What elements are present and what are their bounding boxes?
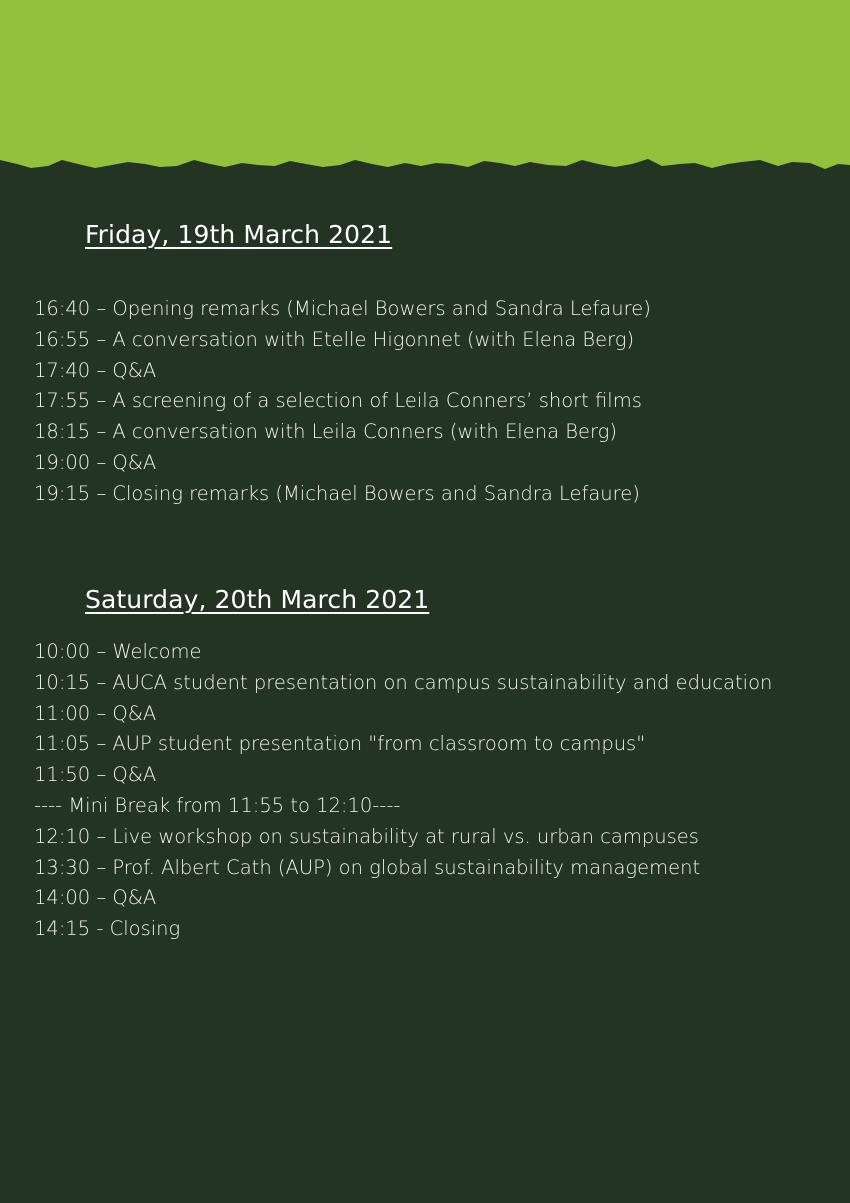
schedule-item: 19:15 – Closing remarks (Michael Bowers and Sandra Lefaure) — [34, 481, 640, 505]
schedule-item: ---- Mini Break from 11:55 to 12:10---- — [34, 793, 401, 817]
schedule-item: 14:15 - Closing — [34, 917, 181, 941]
schedule-item: 10:00 – Welcome — [34, 640, 202, 663]
schedule-item: 16:55 – A conversation with Etelle Higonnet (with Elena Berg) — [34, 327, 635, 351]
schedule-item: 11:50 – Q&A — [34, 763, 157, 787]
friday-heading: Friday, 19th March 2021 — [85, 220, 393, 249]
schedule-item: 10:15 – AUCA student presentation on campus sustainability and education — [34, 670, 773, 694]
saturday-schedule-list — [34, 637, 772, 945]
schedule-item: 17:40 – Q&A — [34, 358, 157, 382]
schedule-item: 17:55 – A screening of a selection of Leila Conners’ short films — [34, 389, 642, 413]
schedule-item: 13:30 – Prof. Albert Cath (AUP) on global sustainability management — [34, 855, 701, 879]
schedule-item: 19:00 – Q&A — [34, 450, 157, 474]
green-brush-band — [0, 0, 850, 190]
schedule-item: 14:00 – Q&A — [34, 886, 157, 910]
friday-schedule-list — [34, 294, 651, 510]
saturday-heading: Saturday, 20th March 2021 — [85, 585, 430, 614]
schedule-item: 11:00 – Q&A — [34, 701, 157, 725]
schedule-item: 11:05 – AUP student presentation "from classroom to campus" — [34, 732, 646, 756]
schedule-item: 12:10 – Live workshop on sustainability at rural vs. urban campuses — [34, 824, 699, 848]
schedule-item: 16:40 – Opening remarks (Michael Bowers and Sandra Lefaure) — [34, 297, 651, 320]
schedule-item: 18:15 – A conversation with Leila Conners (with Elena Berg) — [34, 420, 617, 444]
